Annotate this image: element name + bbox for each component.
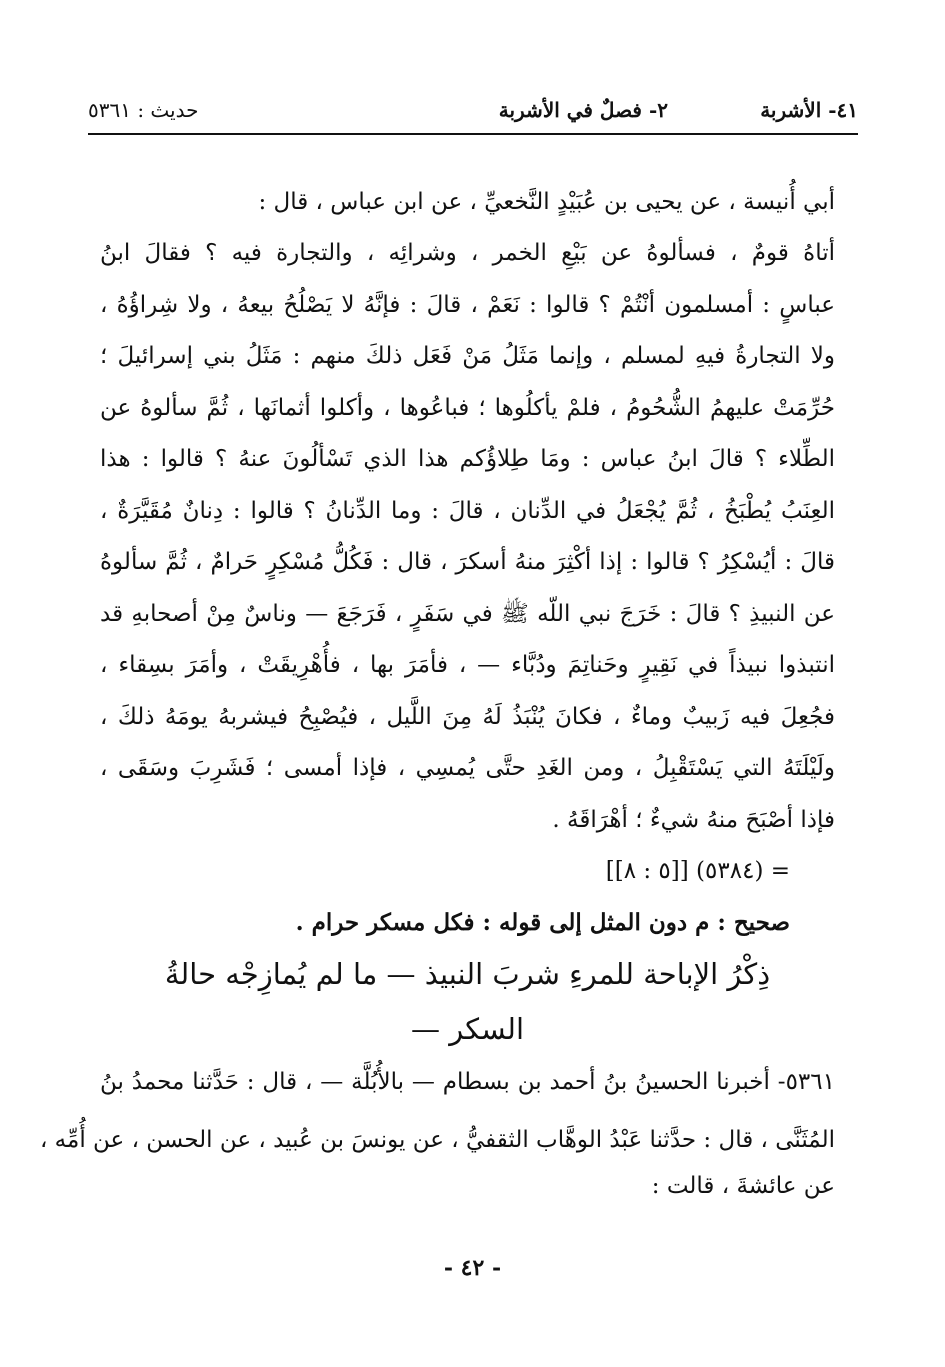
- hadith-line: عن عائشةَ ، قالت :: [651, 1173, 835, 1199]
- chapter-title: ٤١- الأشربة: [760, 98, 858, 122]
- header-rule: [88, 133, 858, 135]
- running-header: [88, 92, 858, 128]
- body-line: الطِّلاء ؟ قالَ ابنُ عباس : ومَا طِلاؤُكم هذا الذي تَسْألُونَ عنهُ ؟ قالوا : هذا: [100, 446, 835, 472]
- body-line: انتبذوا نبيذاً في نَقِيرٍ وحَناتِمَ ودُبَّاء — ، فأمَرَ بها ، فأُهْرِيقَتْ ، وأمَرَ بسِقاء ،: [100, 652, 835, 678]
- hadith-line: المُثَنَّى ، قال : حدَّثنا عَبْدُ الوهَّاب الثقفيُّ ، عن يونسَ بن عُبيد ، عن الحسن ، عن أُمِّه ،: [39, 1127, 835, 1153]
- chapter-heading-line-1: ذِكْرُ الإباحة للمرءِ شربَ النبيذ — ما لم يُمازِجْه حالةُ: [164, 957, 771, 991]
- body-line: حُرِّمَتْ عليهمُ الشُّحُومُ ، فلمْ يأكلُوها ؛ فباعُوها ، وأكلوا أثمانَها ، ثُمَّ سألوهُ عن: [100, 395, 835, 421]
- chapter-heading-line-2: السكر —: [411, 1012, 524, 1046]
- hadith-reference: حديث : ٥٣٦١: [88, 98, 199, 122]
- body-line: عن النبيذِ ؟ قالَ : خَرَجَ نبي اللّه ﷺ في سَفَرٍ ، فَرَجَعَ — وناسٌ مِنْ أصحابهِ قد: [100, 601, 835, 627]
- cross-reference: = (٥٣٨٤) [[٥ : ٨]]: [605, 858, 790, 884]
- body-line: فإذا أصْبَحَ منهُ شيءٌ ؛ أهْرَاقَهُ .: [552, 807, 835, 833]
- body-line: عباسٍ : أمسلمون أنْتُمْ ؟ قالوا : نَعَمْ ، قالَ : فإنَّهُ لا يَصْلُحُ بيعهُ ، ولا شِراؤُهُ ،: [100, 292, 835, 318]
- grading-note: صحيح : م دون المثل إلى قوله : فكل مسكر حرام .: [295, 909, 790, 936]
- body-line: العِنَبُ يُطْبَخُ ، ثُمَّ يُجْعَلُ في الدِّنان ، قالَ : وما الدِّنانُ ؟ قالوا : دِنانٌ مُقَيَّرَةٌ ،: [100, 498, 835, 524]
- body-line: ولَيْلَتَهُ التي يَسْتَقْبِلُ ، ومن الغَدِ حتَّى يُمسِي ، فإذا أمسى ؛ فَشَرِبَ وسَقَى ،: [100, 755, 835, 781]
- body-line: ولا التجارةُ فيهِ لمسلم ، وإنما مَثَلُ مَنْ فَعَل ذلكَ منهم : مَثَلُ بني إسرائيلَ ؛: [100, 343, 835, 369]
- body-line: أبي أُنيسة ، عن يحيى بن عُبَيْدٍ النَّخعيِّ ، عن ابن عباس ، قال :: [258, 189, 835, 215]
- body-line: فجُعِلَ فيه زَبيبٌ وماءٌ ، فكانَ يُنْبَذُ لَهُ مِنَ اللَّيل ، فيُصْبِحُ فيشربهُ يومَهُ ذلكَ ،: [100, 704, 835, 730]
- section-title: ٢- فصلٌ في الأشربة: [498, 98, 668, 122]
- body-line: أتاهُ قومٌ ، فسألوهُ عن بَيْعِ الخمر ، وشرائِه ، والتجارة فيه ؟ فقالَ ابنُ: [100, 240, 835, 266]
- hadith-line: ٥٣٦١- أخبرنا الحسينُ بنُ أحمد بن بسطام — بالأُبُلَّة — ، قال : حَدَّثنا محمدُ بنُ: [100, 1069, 835, 1095]
- body-line: قالَ : أيُسْكِرُ ؟ قالوا : إذا أكْثِرَ منهُ أسكرَ ، قال : فَكُلُّ مُسْكِرٍ حَرامٌ ، ثُمَّ سألوهُ: [100, 549, 835, 575]
- page-number: - ٤٢ -: [443, 1255, 502, 1281]
